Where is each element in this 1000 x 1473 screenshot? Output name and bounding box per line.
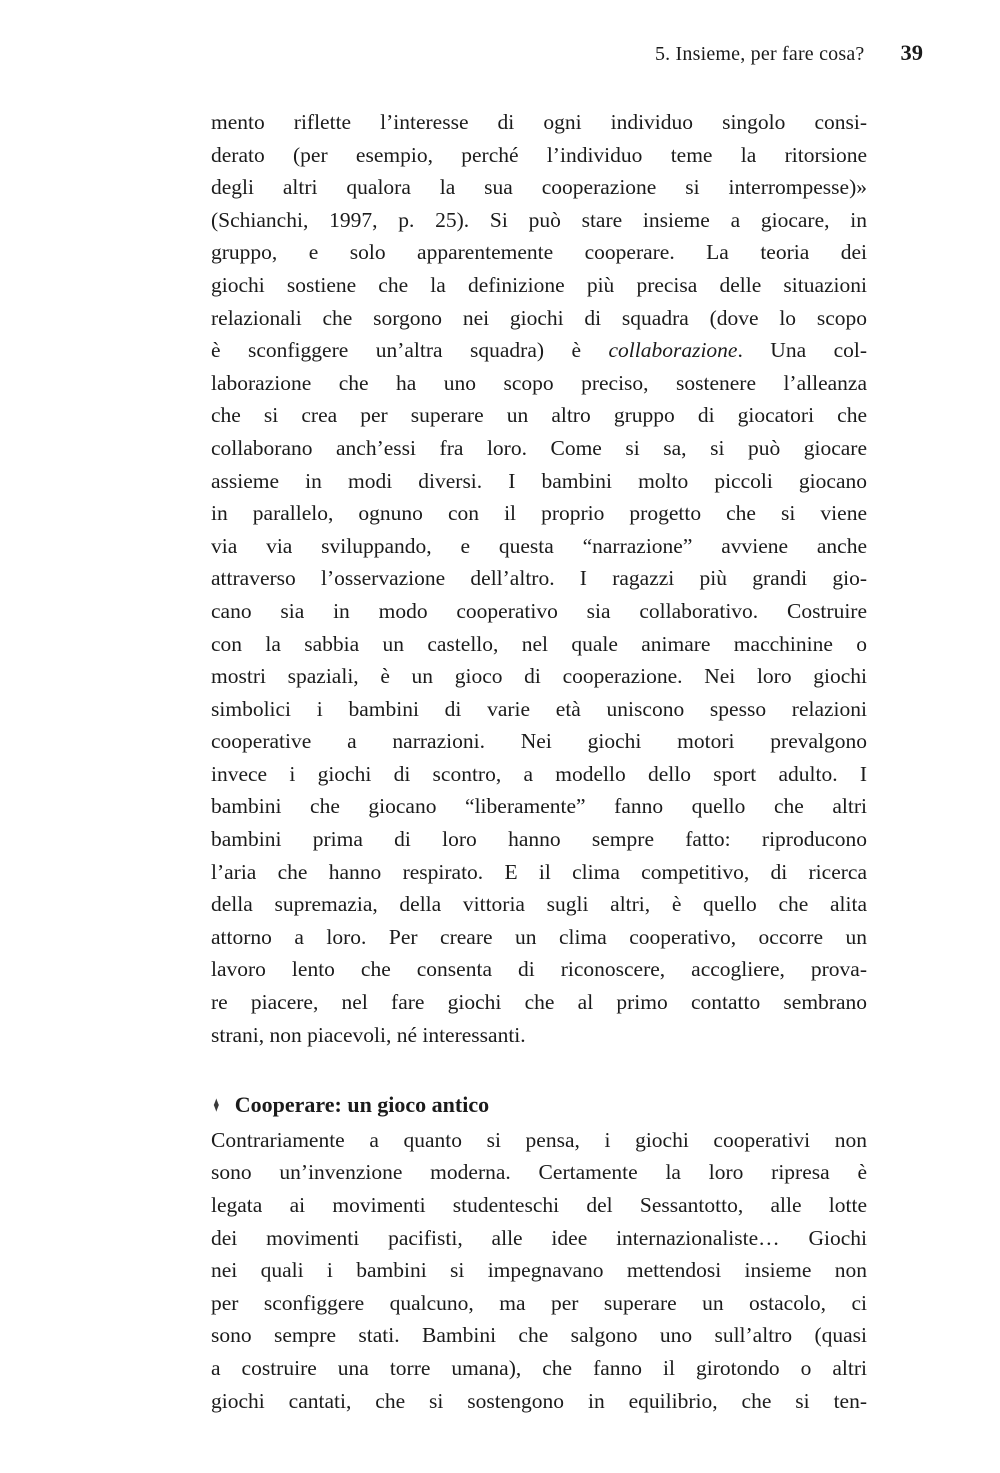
page-number: 39 — [900, 40, 923, 65]
text-run: mostri spaziali, è un gioco di cooperazione. Nei loro giochi — [211, 664, 867, 689]
text-run: gruppo, e solo apparentemente cooperare. La teoria dei — [211, 240, 867, 265]
text-line — [211, 1156, 867, 1189]
text-line — [211, 790, 867, 823]
text-line — [211, 497, 867, 530]
text-run: assieme in modi diversi. I bambini molto piccoli giocano — [211, 468, 867, 493]
text-run: (Schianchi, 1997, p. 25). Si può stare insieme a giocare, in — [211, 207, 867, 232]
text-run: . Una col- — [737, 338, 867, 363]
text-run: invece i giochi di scontro, a modello dello sport adulto. I — [211, 761, 867, 786]
text-line — [211, 1352, 867, 1385]
text-run: dei movimenti pacifisti, alle idee internazionaliste… Giochi — [211, 1225, 867, 1250]
text-line — [211, 367, 867, 400]
text-run: via via sviluppando, e questa “narrazione” avviene anche — [211, 533, 867, 558]
text-run: relazionali che sorgono nei giochi di squadra (dove lo scopo — [211, 305, 867, 330]
text-line — [211, 171, 867, 204]
text-line — [211, 693, 867, 726]
text-run: strani, non piacevoli, né interessanti. — [211, 1022, 526, 1047]
text-line — [211, 1287, 867, 1320]
text-run: per sconfiggere qualcuno, ma per superare un ostacolo, ci — [211, 1290, 867, 1315]
text-run: in parallelo, ognuno con il proprio progetto che si viene — [211, 501, 867, 526]
text-line — [211, 953, 867, 986]
text-run: nei quali i bambini si impegnavano mettendosi insieme non — [211, 1258, 867, 1283]
text-run: sono sempre stati. Bambini che salgono uno sull’altro (quasi — [211, 1323, 867, 1348]
text-run: sono un’invenzione moderna. Certamente la loro ripresa è — [211, 1160, 867, 1185]
text-run: attorno a loro. Per creare un clima cooperativo, occorre un — [211, 924, 867, 949]
text-run: che si crea per superare un altro gruppo di giocatori che — [211, 403, 867, 428]
text-run: attraverso l’osservazione dell’altro. I ragazzi più grandi gio- — [211, 566, 867, 591]
italic-text-run: collaborazione — [608, 338, 738, 363]
text-run: a costruire una torre umana), che fanno il girotondo o altri — [211, 1355, 867, 1380]
text-line — [211, 888, 867, 921]
text-line — [211, 660, 867, 693]
text-run: bambini prima di loro hanno sempre fatto: riproducono — [211, 827, 867, 852]
text-run: simbolici i bambini di varie età uniscono spesso relazioni — [211, 696, 867, 721]
text-line — [211, 758, 867, 791]
text-line — [211, 1189, 867, 1222]
running-header — [211, 40, 923, 66]
text-run: bambini che giocano “liberamente” fanno quello che altri — [211, 794, 867, 819]
text-line — [211, 302, 867, 335]
section-heading — [211, 1089, 867, 1122]
text-run: della supremazia, della vittoria sugli altri, è quello che alita — [211, 892, 867, 917]
text-run: degli altri qualora la sua cooperazione si interrompesse)» — [211, 175, 867, 200]
text-line — [211, 595, 867, 628]
text-run: con la sabbia un castello, nel quale animare macchinine o — [211, 631, 867, 656]
text-line — [211, 823, 867, 856]
text-run: giochi sostiene che la definizione più precisa delle situazioni — [211, 272, 867, 297]
text-line — [211, 921, 867, 954]
text-run: giochi cantati, che si sostengono in equilibrio, che si ten- — [211, 1388, 867, 1413]
text-line — [211, 236, 867, 269]
text-line — [211, 465, 867, 498]
text-line — [211, 432, 867, 465]
text-run: laborazione che ha uno scopo preciso, sostenere l’alleanza — [211, 370, 867, 395]
paragraph-2 — [211, 1124, 867, 1417]
text-run: mento riflette l’interesse di ogni individuo singolo consi- — [211, 110, 867, 134]
section-title: Cooperare: un gioco antico — [234, 1092, 490, 1118]
text-line — [211, 106, 867, 139]
body-text — [211, 106, 867, 1417]
text-run: collaborano anch’essi fra loro. Come si sa, si può giocare — [211, 435, 867, 460]
text-line — [211, 856, 867, 889]
text-run: è sconfiggere un’altra squadra) è — [211, 338, 609, 363]
paragraph-1 — [211, 106, 867, 1051]
text-line — [211, 725, 867, 758]
text-line — [211, 986, 867, 1019]
text-line — [211, 562, 867, 595]
text-line — [211, 1019, 867, 1052]
text-line — [211, 1385, 867, 1418]
text-run: cano sia in modo cooperativo sia collaborativo. Costruire — [211, 598, 867, 623]
text-line — [211, 1254, 867, 1287]
text-run: l’aria che hanno respirato. E il clima competitivo, di ricerca — [211, 859, 867, 884]
text-line — [211, 530, 867, 563]
text-line — [211, 399, 867, 432]
text-run: re piacere, nel fare giochi che al primo contatto sembrano — [211, 990, 867, 1015]
section-marker-icon: ♦ — [213, 1091, 220, 1117]
text-line — [211, 204, 867, 237]
text-line — [211, 1222, 867, 1255]
running-title: 5. Insieme, per fare cosa? — [654, 43, 865, 65]
text-line — [211, 269, 867, 302]
text-line — [211, 139, 867, 172]
text-line — [211, 1319, 867, 1352]
text-line — [211, 1124, 867, 1157]
text-line — [211, 334, 867, 367]
text-run: lavoro lento che consenta di riconoscere, accogliere, prova- — [211, 957, 867, 982]
text-run: Contrariamente a quanto si pensa, i giochi cooperativi non — [211, 1127, 867, 1152]
text-run: derato (per esempio, perché l’individuo teme la ritorsione — [211, 142, 867, 167]
text-run: cooperative a narrazioni. Nei giochi motori prevalgono — [211, 729, 867, 754]
text-run: legata ai movimenti studenteschi del Sessantotto, alle lotte — [211, 1193, 867, 1217]
text-line — [211, 628, 867, 661]
